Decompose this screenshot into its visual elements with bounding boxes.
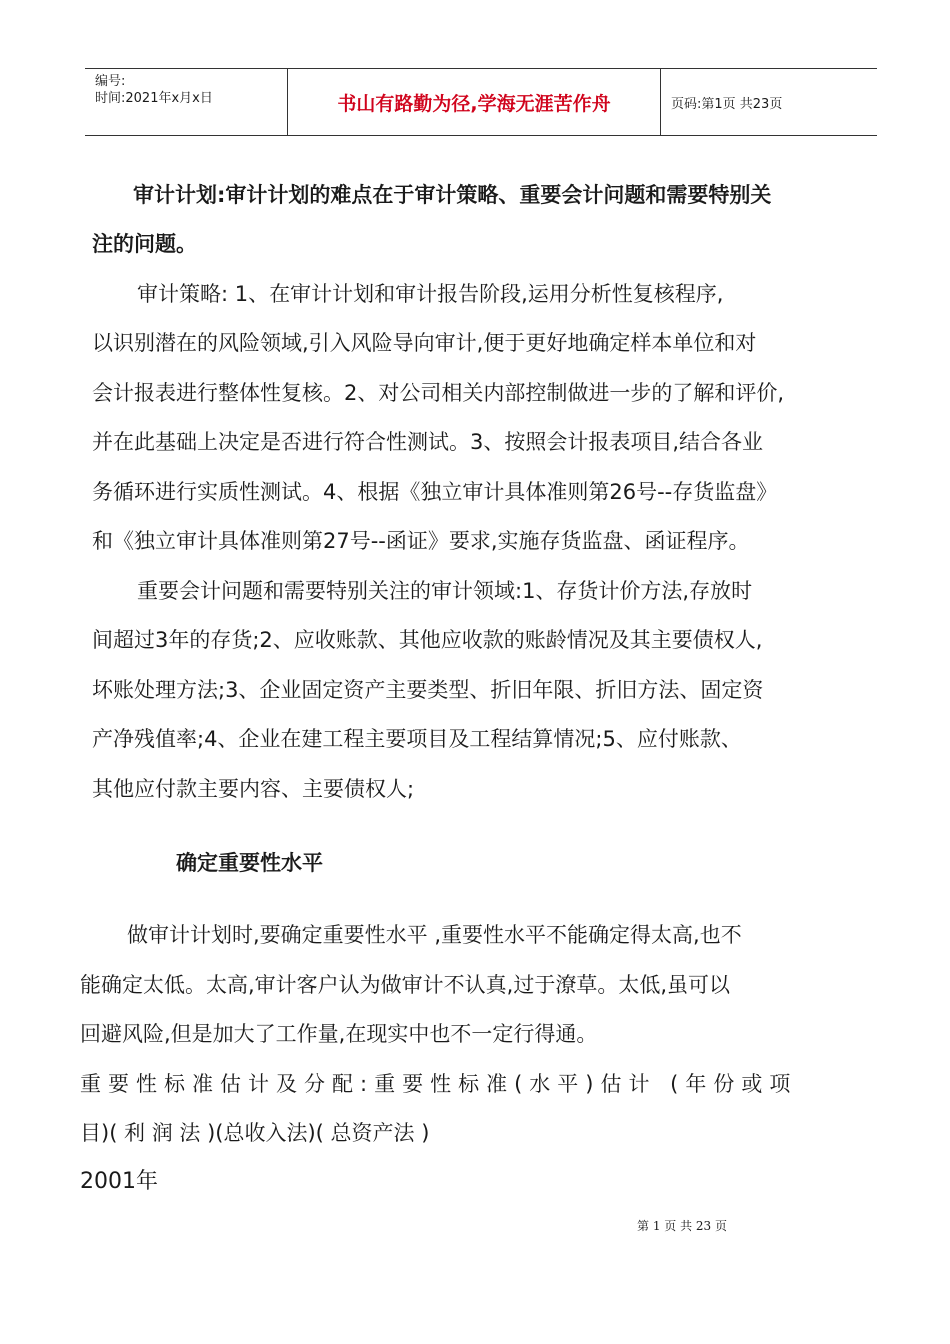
document-number-label: 编号: bbox=[95, 74, 126, 89]
section-heading: 确定重要性水平 bbox=[176, 851, 323, 875]
issues-line: 间超过3年的存货;2、应收账款、其他应收款的账龄情况及其主要债权人, bbox=[92, 628, 763, 652]
strategy-line: 和《独立审计具体准则第27号--函证》要求,实施存货监盘、函证程序。 bbox=[92, 529, 750, 553]
issues-line: 坏账处理方法;3、企业固定资产主要类型、折旧年限、折旧方法、固定资 bbox=[92, 678, 764, 702]
strategy-line: 并在此基础上决定是否进行符合性测试。3、按照会计报表项目,结合各业 bbox=[92, 430, 764, 454]
year-label: 2001年 bbox=[80, 1169, 158, 1194]
header-page-info: 页码:第1页 共23页 bbox=[671, 96, 783, 112]
heading-line-2: 注的问题。 bbox=[92, 232, 197, 256]
strategy-line: 审计策略: 1、在审计计划和审计报告阶段,运用分析性复核程序, bbox=[137, 282, 724, 306]
issues-line: 产净残值率;4、企业在建工程主要项目及工程结算情况;5、应付账款、 bbox=[92, 727, 742, 751]
estimate-line: 目)( 利 润 法 )(总收入法)( 总资产法 ) bbox=[80, 1121, 430, 1145]
issues-line: 其他应付款主要内容、主要债权人; bbox=[92, 777, 415, 801]
strategy-line: 会计报表进行整体性复核。2、对公司相关内部控制做进一步的了解和评价, bbox=[92, 381, 785, 405]
strategy-line: 以识别潜在的风险领域,引入风险导向审计,便于更好地确定样本单位和对 bbox=[92, 331, 757, 355]
materiality-line: 回避风险,但是加大了工作量,在现实中也不一定行得通。 bbox=[80, 1022, 598, 1046]
heading-line-1: 审计计划:审计计划的难点在于审计策略、重要会计问题和需要特别关 bbox=[133, 183, 772, 207]
header-meta bbox=[85, 69, 287, 135]
footer-page-info: 第 1 页 共 23 页 bbox=[637, 1219, 727, 1233]
document-time-label: 时间:2021年x月x日 bbox=[95, 91, 213, 106]
estimate-line: 重要性标准估计及分配:重要性标准(水平)估计 (年份或项 bbox=[80, 1072, 798, 1096]
page-header bbox=[85, 68, 877, 136]
materiality-line: 能确定太低。太高,审计客户认为做审计不认真,过于潦草。太低,虽可以 bbox=[80, 973, 731, 997]
materiality-line: 做审计计划时,要确定重要性水平 ,重要性水平不能确定得太高,也不 bbox=[127, 923, 742, 947]
header-motto: 书山有路勤为径,学海无涯苦作舟 bbox=[287, 69, 661, 135]
issues-line: 重要会计问题和需要特别关注的审计领域:1、存货计价方法,存放时 bbox=[137, 579, 753, 603]
strategy-line: 务循环进行实质性测试。4、根据《独立审计具体准则第26号--存货监盘》 bbox=[92, 480, 778, 504]
